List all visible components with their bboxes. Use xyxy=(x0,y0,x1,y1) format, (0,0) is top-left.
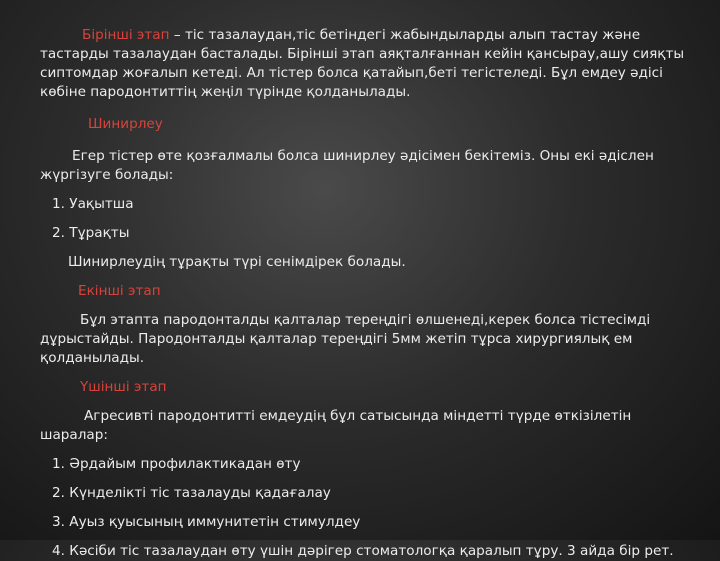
stage1-text: – тіс тазалаудан,тіс бетіндегі жабындыларды алып тастау және тастарды тазалаудан басталады. Бірінші этап аяқталғаннан кейін қансырау,ашу сияқты сиптомдар жоғалып кетеді. Ал тістер болса қатайып,беті тегістеледі. Бұл емдеу әдісі көбіне пародонтиттің жеңіл түрінде қолданылады. xyxy=(40,27,685,100)
stage3-item: 4. Кәсіби тіс тазалаудан өту үшін дәрігер стоматологқа қаралып тұру. 3 айда бір рет. xyxy=(52,543,674,559)
slide-content xyxy=(40,26,690,561)
splinting-item: 1. Уақытша xyxy=(52,196,134,212)
stage2-heading: Екінші этап xyxy=(78,283,161,299)
splinting-heading: Шинирлеу xyxy=(88,116,163,132)
splinting-item: 2. Тұрақты xyxy=(52,225,130,241)
stage2-text: Бұл этапта пародонталды қалталар тереңдігі өлшенеді,керек болса тістесімді дұрыстайды. Пародонталды қалталар тереңдігі 5мм жетіп тұрса хирургиялық ем қолданылады. xyxy=(40,312,651,366)
stage3-item: 3. Ауыз қуысының иммунитетін стимулдеу xyxy=(52,514,361,530)
stage3-item: 2. Күнделікті тіс тазалауды қадағалау xyxy=(52,485,331,501)
stage3-text: Агресивті пародонтитті емдеудің бұл сатысында міндетті түрде өткізілетін шаралар: xyxy=(40,408,632,443)
splinting-text: Егер тістер өте қозғалмалы болса шинирлеу әдісімен бекітеміз. Оны екі әдіслен жүргізуге болады: xyxy=(40,148,654,183)
stage1-heading: Бірінші этап xyxy=(82,27,170,43)
splinting-note: Шинирлеудің тұрақты түрі сенімдірек болады. xyxy=(68,254,406,270)
stage3-heading: Үшінші этап xyxy=(80,379,167,395)
stage1-paragraph xyxy=(40,26,690,102)
stage3-item: 1. Әрдайым профилактикадан өту xyxy=(52,456,301,472)
